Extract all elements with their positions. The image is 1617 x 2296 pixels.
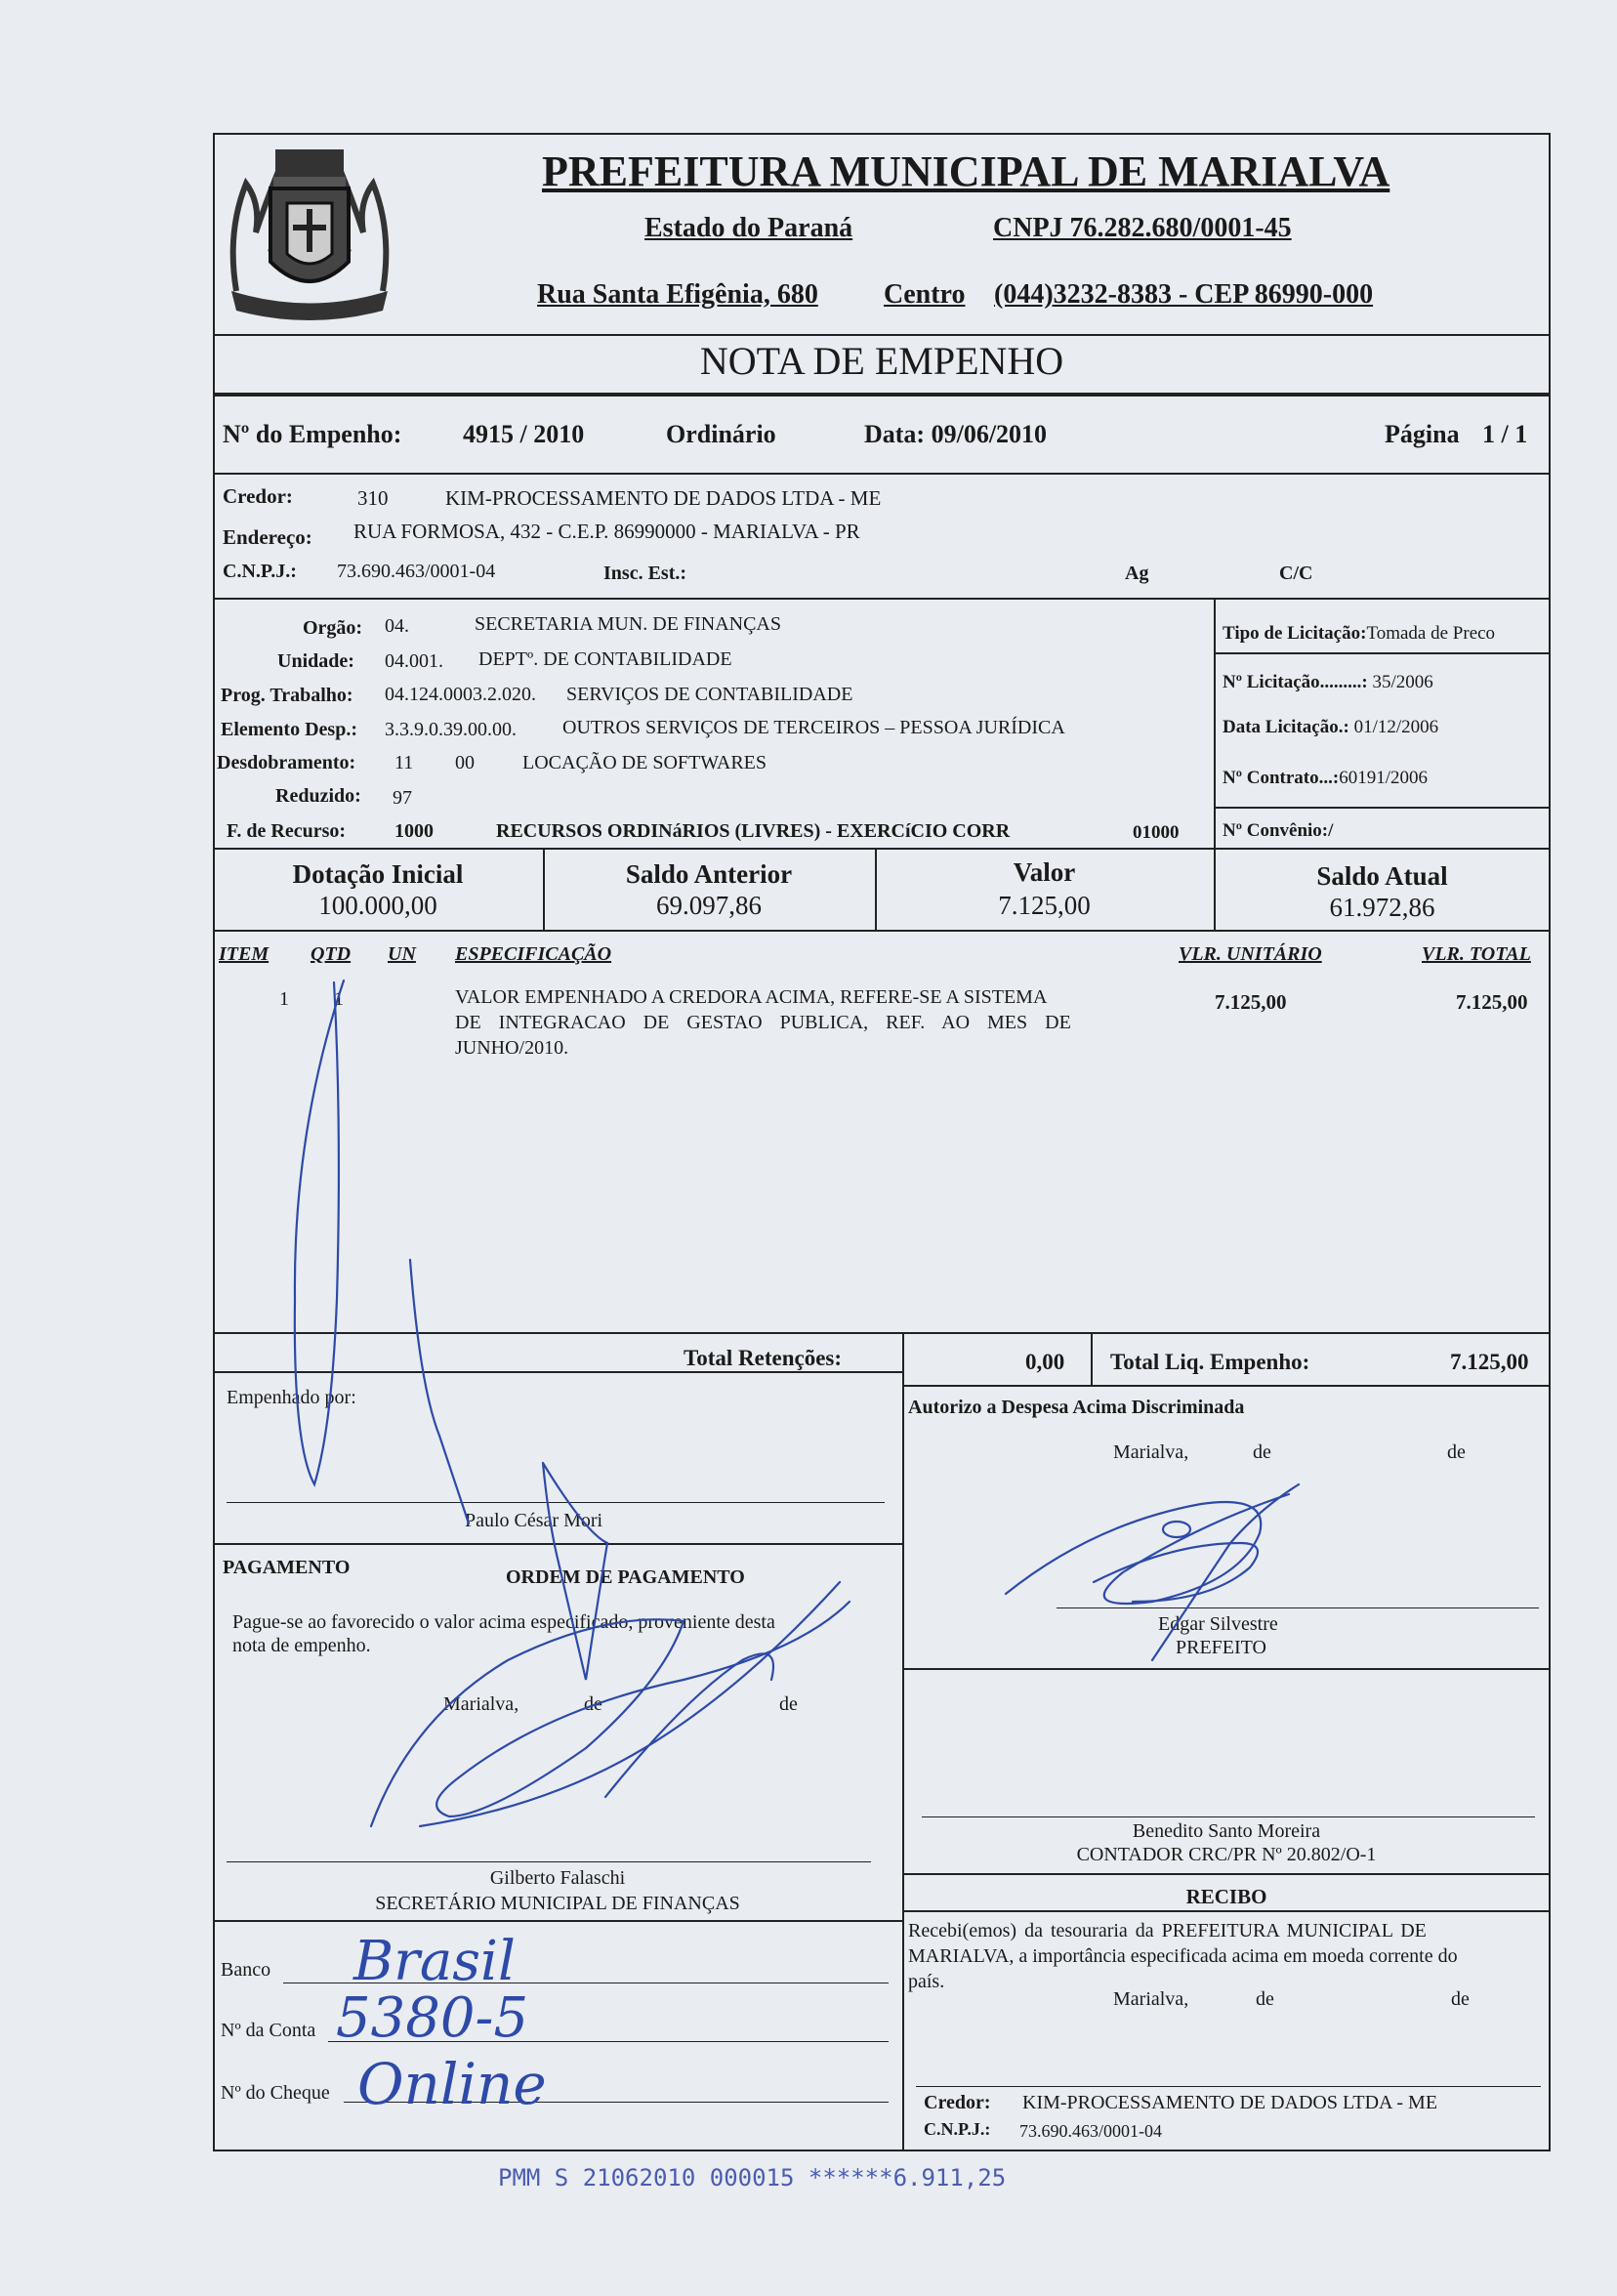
valor-label: Valor <box>1013 857 1076 887</box>
item-spec-line2: DE INTEGRACAO DE GESTAO PUBLICA, REF. AO MES DE <box>455 1012 1071 1033</box>
empenho-date: Data: 09/06/2010 <box>864 420 1048 448</box>
orgao-code: 04. <box>385 615 409 637</box>
desdobramento-b: 00 <box>455 752 475 773</box>
desdobramento-name: LOCAÇÃO DE SOFTWARES <box>522 752 767 773</box>
empenho-number: 4915 / 2010 <box>463 420 585 448</box>
unidade-label: Unidade: <box>277 650 354 672</box>
desdobramento-label: Desdobramento: <box>217 752 356 773</box>
conta-label: Nº da Conta <box>221 2020 316 2041</box>
pagamento-place: Marialva, <box>443 1693 519 1715</box>
saldo-atual-value: 61.972,86 <box>1329 893 1435 922</box>
banco-handwritten: Brasil <box>353 1930 516 1993</box>
recibo-text2: MARIALVA, a importância especificada acima em moeda corrente do <box>908 1945 1458 1967</box>
elemento-code: 3.3.9.0.39.00.00. <box>385 719 517 740</box>
num-licitacao-value: 35/2006 <box>1372 672 1433 692</box>
pagamento-role: SECRETÁRIO MUNICIPAL DE FINANÇAS <box>375 1893 740 1914</box>
cnpj-value: 73.690.463/0001-04 <box>337 561 496 582</box>
pagamento-label: PAGAMENTO <box>223 1557 351 1578</box>
num-licitacao-label: Nº Licitação.........: <box>1223 672 1368 692</box>
liq-empenho-label: Total Liq. Empenho: <box>1110 1350 1310 1374</box>
cnpj-header: CNPJ 76.282.680/0001-45 <box>993 213 1292 243</box>
endereco-label: Endereço: <box>223 525 312 549</box>
orgao-name: SECRETARIA MUN. DE FINANÇAS <box>475 613 781 635</box>
recurso-code: 1000 <box>394 820 434 842</box>
elemento-name: OUTROS SERVIÇOS DE TERCEIROS – PESSOA JURÍDICA <box>562 717 1065 738</box>
item-unit-price: 7.125,00 <box>1215 990 1287 1014</box>
autorizo-place: Marialva, <box>1113 1441 1189 1463</box>
empenhado-label: Empenhado por: <box>227 1387 356 1408</box>
unidade-name: DEPTº. DE CONTABILIDADE <box>478 648 732 670</box>
liq-empenho-value: 7.125,00 <box>1450 1350 1529 1374</box>
payment-stamp: PMM S 21062010 000015 ******6.911,25 <box>498 2164 1007 2192</box>
desdobramento-a: 11 <box>394 752 414 773</box>
recibo-cnpj-value: 73.690.463/0001-04 <box>1019 2121 1162 2141</box>
credor-name: KIM-PROCESSAMENTO DE DADOS LTDA - ME <box>445 486 882 510</box>
qtd-header: QTD <box>311 943 352 965</box>
retencoes-value: 0,00 <box>1025 1350 1065 1374</box>
convenio-label: Nº Convênio:/ <box>1223 820 1334 841</box>
recibo-de1: de <box>1256 1988 1274 2010</box>
coat-of-arms-logo <box>217 145 402 330</box>
saldo-atual-label: Saldo Atual <box>1316 861 1448 891</box>
empenhado-signer: Paulo César Mori <box>465 1510 603 1531</box>
item-number: 1 <box>279 988 289 1010</box>
cheque-handwritten: Online <box>357 2051 547 2117</box>
item-total: 7.125,00 <box>1456 990 1528 1014</box>
dotacao-label: Dotação Inicial <box>292 859 464 889</box>
recibo-cnpj-label: C.N.P.J.: <box>924 2119 991 2139</box>
endereco-value: RUA FORMOSA, 432 - C.E.P. 86990000 - MARIALVA - PR <box>353 520 860 543</box>
recibo-text3: país. <box>908 1971 945 1992</box>
empenho-number-label: Nº do Empenho: <box>223 420 402 448</box>
contador-role: CONTADOR CRC/PR Nº 20.802/O-1 <box>1076 1844 1377 1865</box>
tipo-licitacao-label: Tipo de Licitação: <box>1223 623 1367 644</box>
prog-label: Prog. Trabalho: <box>221 685 353 706</box>
spec-header: ESPECIFICAÇÃO <box>455 943 612 965</box>
elemento-label: Elemento Desp.: <box>221 719 357 740</box>
insc-est-label: Insc. Est.: <box>603 563 687 584</box>
unit-price-header: VLR. UNITÁRIO <box>1179 943 1322 965</box>
unidade-code: 04.001. <box>385 650 443 672</box>
banco-label: Banco <box>221 1959 271 1981</box>
item-header: ITEM <box>219 943 270 965</box>
ordem-pagamento-label: ORDEM DE PAGAMENTO <box>506 1566 745 1588</box>
pagamento-text2: nota de empenho. <box>232 1635 371 1656</box>
item-spec-line3: JUNHO/2010. <box>455 1037 569 1059</box>
recibo-place: Marialva, <box>1113 1988 1189 2010</box>
contrato-label: Nº Contrato...: <box>1223 768 1340 788</box>
reduzido-value: 97 <box>393 787 412 809</box>
data-licitacao-value: 01/12/2006 <box>1353 717 1439 737</box>
item-qtd: 1 <box>334 988 344 1010</box>
autorizo-label: Autorizo a Despesa Acima Discriminada <box>908 1397 1245 1418</box>
autorizo-de1: de <box>1253 1441 1271 1463</box>
autorizo-role: PREFEITO <box>1176 1637 1266 1658</box>
pagamento-de2: de <box>779 1693 798 1715</box>
address-phone-cep: (044)3232-8383 - CEP 86990-000 <box>994 279 1374 310</box>
cc-label: C/C <box>1279 563 1313 584</box>
contador-name: Benedito Santo Moreira <box>1132 1820 1321 1842</box>
empenho-type: Ordinário <box>666 420 776 448</box>
municipality-title: PREFEITURA MUNICIPAL DE MARIALVA <box>542 147 1390 195</box>
recibo-title: RECIBO <box>1185 1885 1267 1908</box>
page-label: Página <box>1385 420 1460 448</box>
address-street: Rua Santa Efigênia, 680 <box>537 279 818 310</box>
reduzido-label: Reduzido: <box>275 785 361 807</box>
credor-label: Credor: <box>223 484 293 508</box>
pagamento-signer: Gilberto Falaschi <box>489 1867 626 1889</box>
retencoes-label: Total Retenções: <box>684 1346 843 1370</box>
recibo-de2: de <box>1451 1988 1470 2010</box>
prog-code: 04.124.0003.2.020. <box>385 684 536 705</box>
item-spec-line1: VALOR EMPENHADO A CREDORA ACIMA, REFERE-SE A SISTEMA <box>455 986 1048 1008</box>
credor-code: 310 <box>357 486 389 510</box>
contrato-value: 60191/2006 <box>1339 768 1428 788</box>
recurso-name: RECURSOS ORDINáRIOS (LIVRES) - EXERCíCIO CORR <box>496 820 1011 842</box>
recibo-credor-name: KIM-PROCESSAMENTO DE DADOS LTDA - ME <box>1022 2092 1438 2113</box>
recibo-text1: Recebi(emos) da tesouraria da PREFEITURA MUNICIPAL DE <box>908 1920 1427 1941</box>
prog-name: SERVIÇOS DE CONTABILIDADE <box>566 684 853 705</box>
tipo-licitacao-value: Tomada de Preco <box>1366 623 1496 644</box>
dotacao-value: 100.000,00 <box>318 891 437 920</box>
conta-handwritten: 5380-5 <box>336 1986 529 2050</box>
address-district: Centro <box>884 279 966 310</box>
data-licitacao-label: Data Licitação.: <box>1223 717 1349 737</box>
cnpj-label: C.N.P.J.: <box>223 561 297 582</box>
total-header: VLR. TOTAL <box>1422 943 1531 965</box>
autorizo-signer: Edgar Silvestre <box>1158 1613 1278 1635</box>
recurso-label: F. de Recurso: <box>227 820 347 842</box>
orgao-label: Orgão: <box>303 617 363 639</box>
recurso-code2: 01000 <box>1133 822 1180 843</box>
saldo-anterior-value: 69.097,86 <box>656 891 762 920</box>
pagamento-text1: Pague-se ao favorecido o valor acima especificado, proveniente desta <box>232 1611 775 1633</box>
cheque-label: Nº do Cheque <box>221 2082 330 2104</box>
autorizo-de2: de <box>1447 1441 1466 1463</box>
pagamento-de1: de <box>584 1693 602 1715</box>
recibo-credor-label: Credor: <box>924 2092 991 2113</box>
valor-value: 7.125,00 <box>998 891 1091 920</box>
saldo-anterior-label: Saldo Anterior <box>625 859 793 889</box>
ag-label: Ag <box>1125 563 1149 584</box>
un-header: UN <box>388 943 416 965</box>
state-label: Estado do Paraná <box>644 213 853 243</box>
page-number: 1 / 1 <box>1482 420 1528 448</box>
document-title: NOTA DE EMPENHO <box>699 339 1064 383</box>
